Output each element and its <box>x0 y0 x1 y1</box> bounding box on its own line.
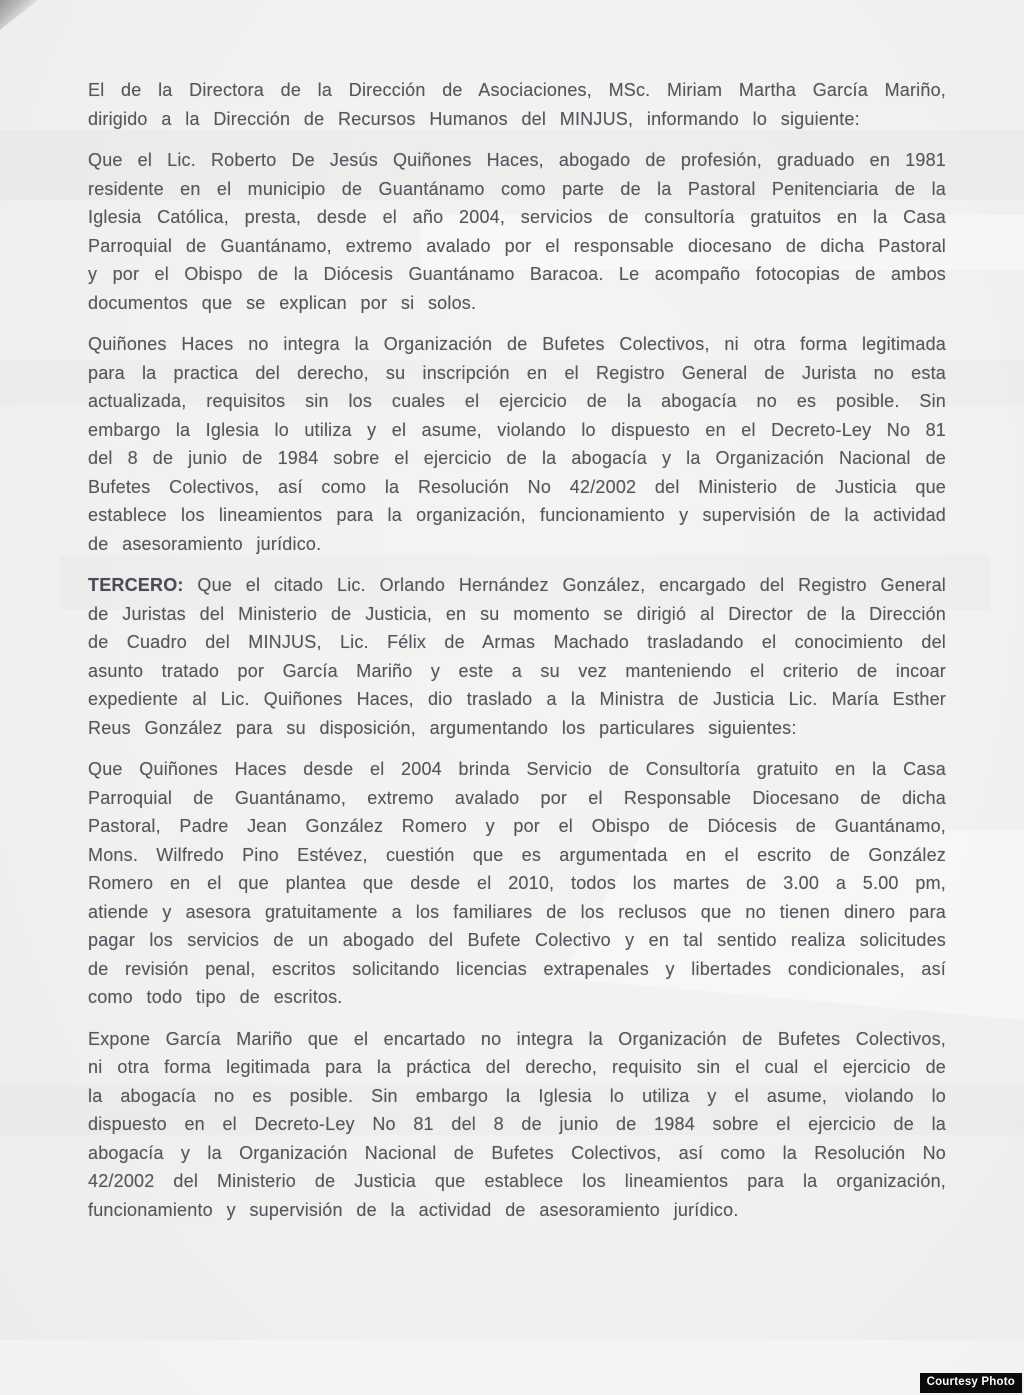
paragraph-text: Que el citado Lic. Orlando Hernández González, encargado del Registro General de Juristas del Ministerio de Justicia, en su momento se dirigió al Director de la Dirección de Cuadro del MINJUS, Lic. Félix de Armas Machado trasladando el conocimiento del asunto tratado por García Mariño y este a su vez manteniendo el criterio de incoar expediente al Lic. Quiñones Haces, dio traslado a la Ministra de Justicia Lic. María Esther Reus González para su disposición, argumentando los particulares siguientes: <box>88 575 946 738</box>
paragraph-consultoria <box>88 755 946 1012</box>
document-text <box>88 76 946 1237</box>
paragraph-text: Que Quiñones Haces desde el 2004 brinda Servicio de Consultoría gratuito en la Casa Parroquial de Guantánamo, extremo avalado por el Responsable Diocesano de dicha Pastoral, Padre Jean González Romero y por el Obispo de Diócesis de Guantánamo, Mons. Wilfredo Pino Estévez, cuestión que es argumentada en el escrito de González Romero en el que plantea que desde el 2010, todos los martes de 3.00 a 5.00 pm, atiende y asesora gratuitamente a los familiares de los reclusos que no tienen dinero para pagar los servicios de un abogado del Bufete Colectivo y en tal sentido realiza solicitudes de revisión penal, escritos solicitando licencias extrapenales y libertades condicionales, así como todo tipo de escritos. <box>88 759 946 1007</box>
paragraph-allegation <box>88 330 946 558</box>
paragraph-text: El de la Directora de la Dirección de Asociaciones, MSc. Miriam Martha García Mariño, dirigido a la Dirección de Recursos Humanos del MINJUS, informando lo siguiente: <box>88 80 946 129</box>
paragraph-conclusion <box>88 1025 946 1225</box>
courtesy-photo-badge: Courtesy Photo <box>920 1373 1022 1394</box>
folded-corner <box>0 0 38 30</box>
paragraph-text: Expone García Mariño que el encartado no integra la Organización de Bufetes Colectivos, ni otra forma legitimada para la práctica del derecho, requisito sin el cual el ejercicio de la abogacía no es posible. Sin embargo la Iglesia lo utiliza y el asume, violando lo dispuesto en el Decreto-Ley No 81 del 8 de junio de 1984 sobre el ejercicio de la abogacía y la Organización Nacional de Bufetes Colectivos, así como la Resolución No 42/2002 del Ministerio de Justicia que establece los lineamientos para la organización, funcionamiento y supervisión de la actividad de asesoramiento jurídico. <box>88 1028 946 1220</box>
paragraph-text: Que el Lic. Roberto De Jesús Quiñones Haces, abogado de profesión, graduado en 1981 residente en el municipio de Guantánamo como parte de la Pastoral Penitenciaria de la Iglesia Católica, presta, desde el año 2004, servicios de consultoría gratuitos en la Casa Parroquial de Guantánamo, extremo avalado por el responsable diocesano de dicha Pastoral y por el Obispo de la Diócesis Guantánamo Baracoa. Le acompaño fotocopias de ambos documentos que se explican por si solos. <box>88 150 946 313</box>
paragraph-text: Quiñones Haces no integra la Organización de Bufetes Colectivos, ni otra forma legitimada para la practica del derecho, su inscripción en el Registro General de Jurista no esta actualizada, requisitos sin los cuales el ejercicio de la abogacía no es posible. Sin embargo la Iglesia lo utiliza y el asume, violando lo dispuesto en el Decreto-Ley No 81 del 8 de junio de 1984 sobre el ejercicio de la abogacía y la Organización Nacional de Bufetes Colectivos, así como la Resolución No 42/2002 del Ministerio de Justicia que establece los lineamientos para la organización, funcionamiento y supervisión de la actividad de asesoramiento jurídico. <box>88 334 946 554</box>
paragraph-tercero <box>88 571 946 742</box>
paragraph-intro <box>88 76 946 133</box>
scan-artifact <box>0 1340 1024 1395</box>
paragraph-background <box>88 146 946 317</box>
paragraph-lead-tercero: TERCERO: <box>88 575 184 595</box>
